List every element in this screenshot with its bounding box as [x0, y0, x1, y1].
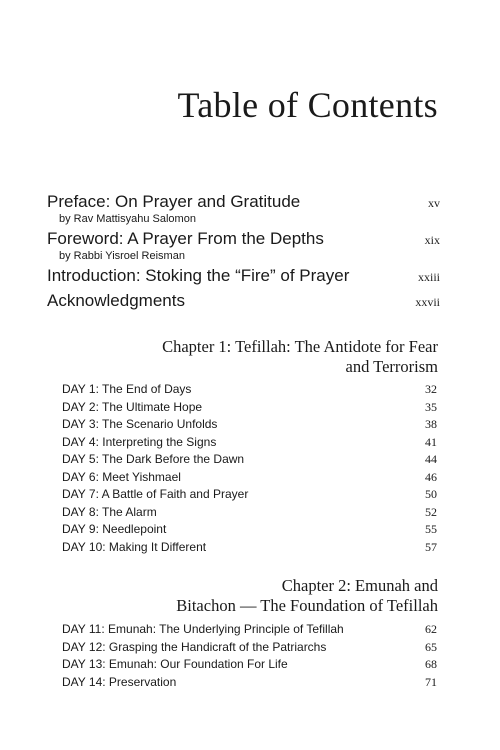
entry-page: 38 — [425, 417, 437, 431]
entry-label: DAY 13: Emunah: Our Foundation For Life — [62, 657, 288, 671]
toc-entry — [62, 674, 437, 692]
entry-label: DAY 9: Needlepoint — [62, 522, 167, 536]
front-matter-page: xxiii — [417, 270, 440, 284]
entry-page: 68 — [425, 657, 437, 671]
toc-entry — [62, 486, 437, 504]
front-matter-page: xv — [428, 196, 440, 210]
toc-entry — [62, 399, 437, 417]
entry-label: DAY 6: Meet Yishmael — [62, 469, 181, 484]
front-matter-item — [47, 291, 440, 311]
chapter-1-heading — [162, 337, 438, 377]
entry-label: DAY 1: The End of Days — [62, 382, 192, 396]
front-matter-page: xxvii — [415, 295, 440, 309]
toc-entry — [62, 521, 437, 539]
front-matter-list — [47, 192, 440, 311]
entry-page: 57 — [425, 539, 437, 554]
front-matter-item — [47, 229, 440, 249]
toc-entry — [62, 416, 437, 434]
entry-label: DAY 5: The Dark Before the Dawn — [62, 452, 245, 466]
entry-label: DAY 7: A Battle of Faith and Prayer — [62, 487, 249, 501]
page-title: Table of Contents — [177, 85, 438, 125]
chapter-1-entries — [62, 381, 437, 556]
entry-label: DAY 11: Emunah: The Underlying Principle of Tefillah — [62, 622, 344, 636]
front-matter-title: Introduction: Stoking the “Fire” of Prayer — [47, 266, 350, 285]
toc-entry — [62, 639, 437, 657]
front-matter-author: by Rabbi Yisroel Reisman — [59, 250, 185, 262]
toc-entry — [62, 539, 437, 557]
toc-entry — [62, 451, 437, 469]
toc-entry — [62, 469, 437, 487]
entry-label: DAY 10: Making It Different — [62, 539, 207, 554]
toc-entry — [62, 621, 437, 639]
entry-label: DAY 14: Preservation — [62, 674, 177, 689]
chapter-heading-line: Chapter 2: Emunah and — [281, 576, 438, 595]
toc-entry — [62, 381, 437, 399]
chapter-2-heading — [176, 576, 438, 616]
chapter-heading-line: Chapter 1: Tefillah: The Antidote for Fear — [162, 337, 438, 356]
entry-page: 62 — [425, 622, 437, 636]
front-matter-title: Preface: On Prayer and Gratitude — [47, 192, 301, 211]
entry-label: DAY 4: Interpreting the Signs — [62, 434, 217, 449]
entry-label: DAY 3: The Scenario Unfolds — [62, 417, 218, 431]
chapter-heading-line: Bitachon — The Foundation of Tefillah — [176, 596, 438, 615]
toc-entry — [62, 434, 437, 452]
entry-page: 44 — [425, 452, 437, 466]
entry-page: 41 — [425, 434, 437, 449]
entry-page: 35 — [425, 399, 437, 414]
entry-page: 65 — [425, 639, 437, 654]
entry-page: 46 — [425, 469, 437, 484]
entry-label: DAY 8: The Alarm — [62, 504, 157, 519]
front-matter-title: Acknowledgments — [47, 291, 185, 310]
toc-entry — [62, 656, 437, 674]
toc-entry — [62, 504, 437, 522]
front-matter-title: Foreword: A Prayer From the Depths — [47, 229, 324, 248]
entry-page: 50 — [425, 487, 437, 501]
entry-label: DAY 12: Grasping the Handicraft of the Patriarchs — [62, 639, 327, 654]
entry-page: 32 — [425, 382, 437, 396]
front-matter-page: xix — [424, 233, 440, 247]
entry-label: DAY 2: The Ultimate Hope — [62, 399, 203, 414]
chapter-heading-line: and Terrorism — [345, 357, 438, 376]
entry-page: 55 — [425, 522, 437, 536]
front-matter-item — [47, 266, 440, 286]
front-matter-item — [47, 192, 440, 212]
front-matter-author: by Rav Mattisyahu Salomon — [59, 213, 196, 225]
chapter-2-entries — [62, 621, 437, 691]
entry-page: 52 — [425, 504, 437, 519]
entry-page: 71 — [425, 674, 437, 689]
